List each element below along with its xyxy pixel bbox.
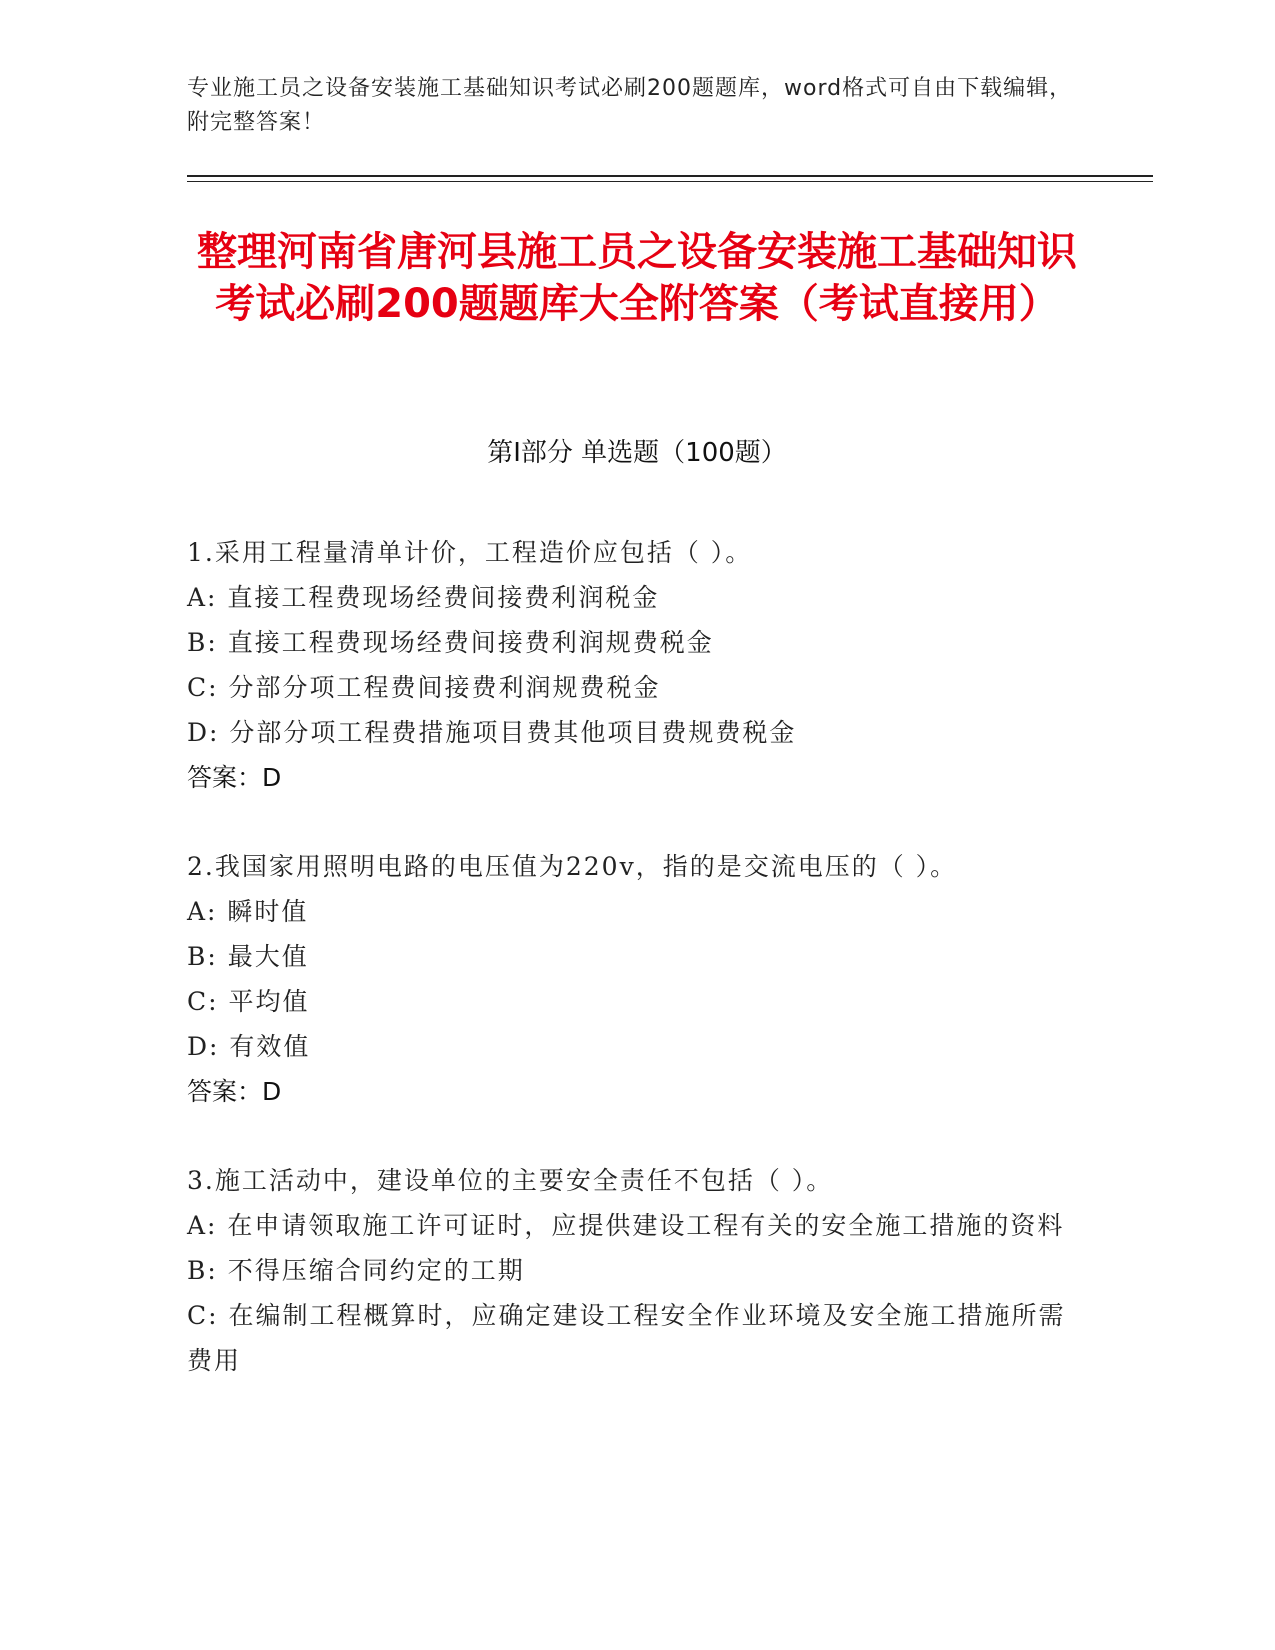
option-a: A: 瞬时值 bbox=[187, 897, 309, 926]
option-b: B: 最大值 bbox=[187, 942, 309, 971]
option-c: C: 分部分项工程费间接费利润规费税金 bbox=[187, 673, 661, 702]
header-note: 专业施工员之设备安装施工基础知识考试必刷200题题库，word格式可自由下载编辑，附完整答案！ bbox=[187, 76, 1073, 135]
section-title: 第Ⅰ部分 单选题（100题） bbox=[487, 438, 787, 468]
option-d: D: 有效值 bbox=[187, 1032, 311, 1061]
question-1 bbox=[187, 530, 1077, 800]
option-a: A: 在申请领取施工许可证时，应提供建设工程有关的安全施工措施的资料 bbox=[187, 1211, 1065, 1240]
option-d: D: 分部分项工程费措施项目费其他项目费规费税金 bbox=[187, 718, 797, 747]
document-title: 整理河南省唐河县施工员之设备安装施工基础知识考试必刷200题题库大全附答案（考试直接用） bbox=[197, 229, 1077, 327]
question-stem: 2.我国家用照明电路的电压值为220v，指的是交流电压的（ ）。 bbox=[187, 852, 958, 881]
header-divider-thin bbox=[187, 181, 1153, 182]
header-divider-thick bbox=[187, 175, 1153, 177]
option-c: C: 在编制工程概算时，应确定建设工程安全作业环境及安全施工措施所需费用 bbox=[187, 1301, 1066, 1375]
answer: 答案：D bbox=[187, 763, 282, 792]
question-stem: 1.采用工程量清单计价，工程造价应包括（ ）。 bbox=[187, 538, 753, 567]
option-b: B: 不得压缩合同约定的工期 bbox=[187, 1256, 525, 1285]
question-stem: 3.施工活动中，建设单位的主要安全责任不包括（ ）。 bbox=[187, 1166, 834, 1195]
question-3 bbox=[187, 1158, 1077, 1383]
question-list bbox=[187, 530, 1077, 1427]
option-b: B: 直接工程费现场经费间接费利润规费税金 bbox=[187, 628, 714, 657]
question-2 bbox=[187, 844, 1077, 1114]
option-c: C: 平均值 bbox=[187, 987, 310, 1016]
answer: 答案：D bbox=[187, 1077, 282, 1106]
option-a: A: 直接工程费现场经费间接费利润税金 bbox=[187, 583, 660, 612]
